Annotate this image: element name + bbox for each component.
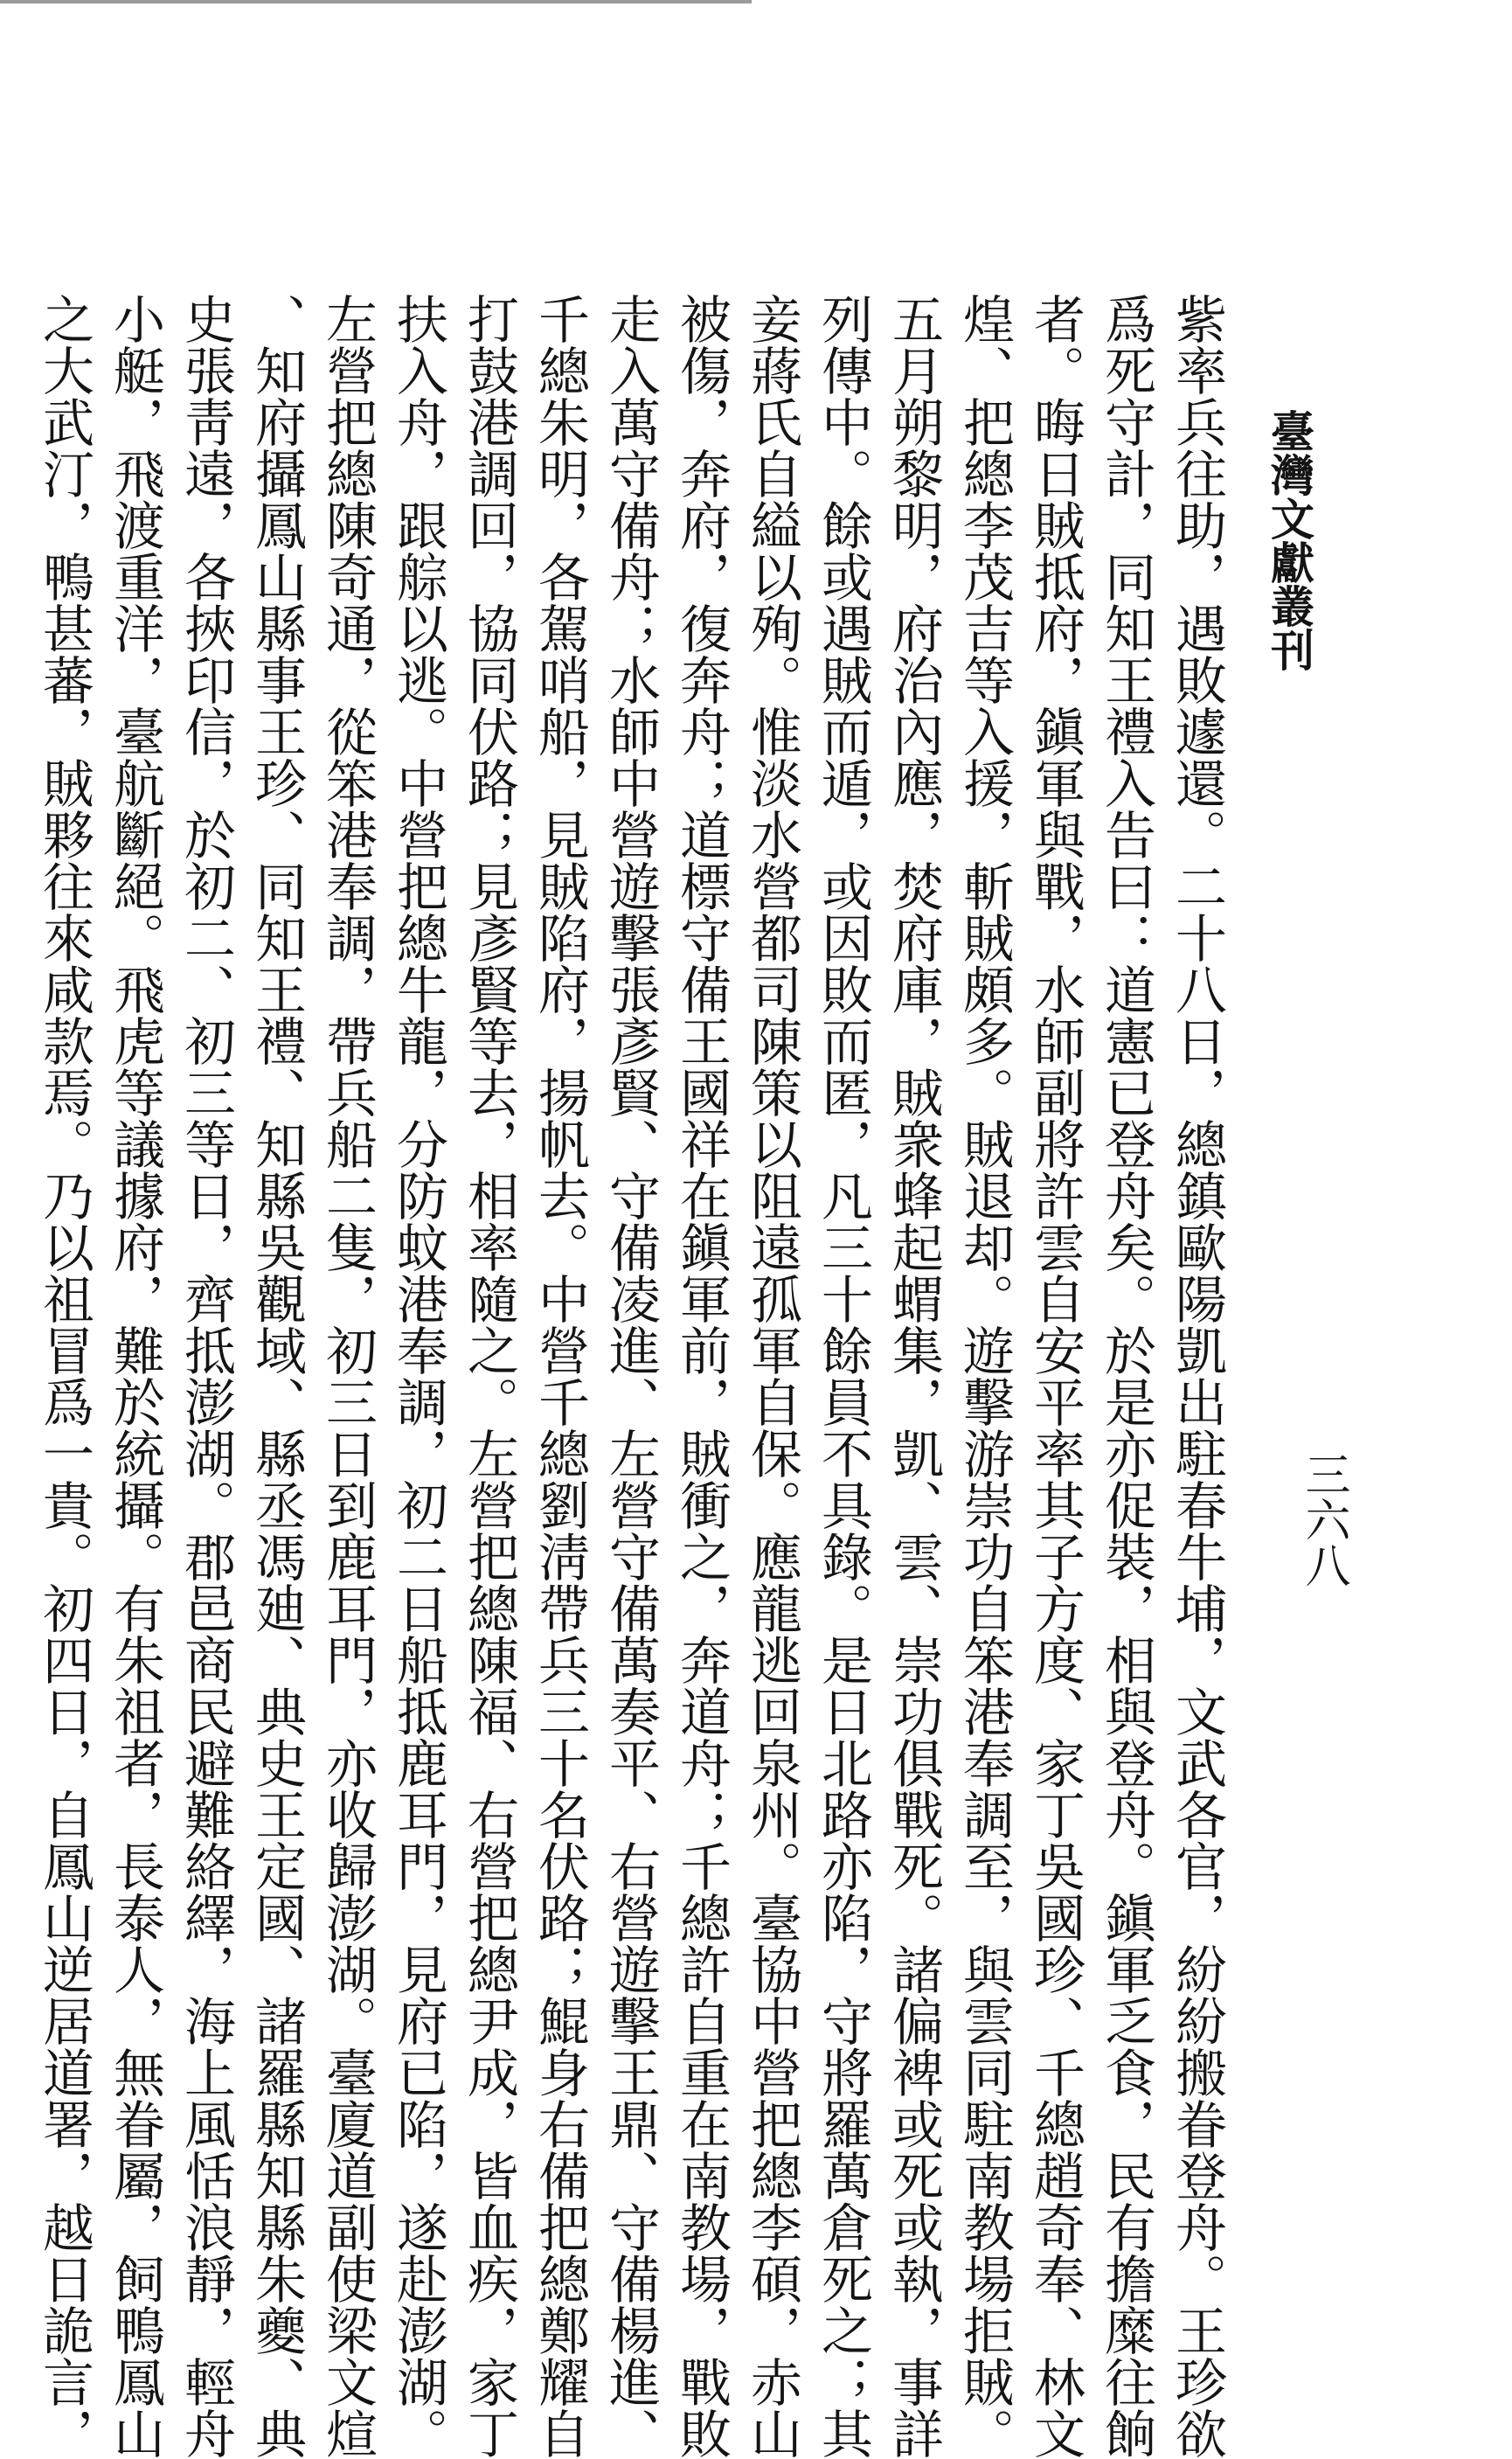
- text-column: 之大武汀，鴨甚蕃，賊夥往來咸款焉。乃以祖冒爲一貴。初四日，自鳳山逆居道署，越日詭言，: [34, 293, 94, 2459]
- text-column: 五月朔黎明，府治內應，焚府庫，賊衆蜂起蝟集，凱、雲、崇功俱戰死。諸偏裨或死或執，事詳: [884, 293, 944, 2459]
- scan-edge-line: [0, 0, 752, 3]
- text-column: 妾蔣氏自縊以殉。惟淡水營都司陳策以阻遠孤軍自保。應龍逃回泉州。臺協中營把總李碩，赤山: [742, 293, 802, 2459]
- page-number: 三六八: [1297, 1451, 1349, 1587]
- text-column: 扶入舟，跟䑸以逃。中營把總牛龍，分防蚊港奉調，初二日船抵鹿耳門，見府已陷，遂赴澎湖。: [388, 293, 448, 2459]
- running-title: 臺灣文獻叢刊: [1264, 409, 1315, 671]
- text-column: 小艇，飛渡重洋，臺航斷絕。飛虎等議據府，難於統攝。有朱祖者，長泰人，無眷屬，飼鴨鳳山: [105, 293, 165, 2459]
- text-column: 列傳中。餘或遇賊而遁，或因敗而匿，凡三十餘員不具錄。是日北路亦陷，守將羅萬倉死之；其: [813, 293, 873, 2459]
- text-column: 被傷，奔府，復奔舟；道標守備王國祥在鎭軍前，賊衝之，奔道舟；千總許自重在南教場，戰敗: [671, 293, 732, 2459]
- body-text: [34, 293, 1232, 2459]
- text-column: 史張靑遠，各挾印信，於初二、初三等日，齊抵澎湖。郡邑商民避難絡繹，海上風恬浪靜，輕舟: [176, 293, 236, 2459]
- text-column: 走入萬守備舟；水師中營遊擊張彥賢、守備凌進、左營守備萬奏平、右營遊擊王鼎、守備楊進、: [600, 293, 661, 2459]
- text-column: 、知府攝鳳山縣事王珍、同知王禮、知縣吳觀域、縣丞馮廸、典史王定國、諸羅縣知縣朱夔、典: [246, 293, 307, 2459]
- text-column: 爲死守計，同知王禮入告曰：道憲已登舟矣。於是亦促裝，相與登舟。鎭軍乏食，民有擔糜往餉: [1096, 293, 1156, 2459]
- text-column: 左營把總陳奇通，從笨港奉調，帶兵船二隻，初三日到鹿耳門，亦收歸澎湖。臺廈道副使梁文煊: [317, 293, 378, 2459]
- text-column: 紫率兵往助，遇敗遽還。二十八日，總鎮歐陽凱出駐春牛埔，文武各官，紛紛搬眷登舟。王珍欲: [1167, 293, 1227, 2459]
- text-column: 者。晦日賊抵府，鎭軍與戰，水師副將許雲自安平率其子方度、家丁吳國珍、千總趙奇奉、林文: [1025, 293, 1085, 2459]
- text-column: 打鼓港調回，協同伏路；見彥賢等去，相率隨之。左營把總陳福、右營把總尹成，皆血疾，家丁: [459, 293, 519, 2459]
- text-column: 千總朱明，各駕哨船，見賊陷府，揚帆去。中營千總劉淸帶兵三十名伏路；鯤身右備把總鄭耀自: [530, 293, 590, 2459]
- text-column: 煌、把總李茂吉等入援，斬賊頗多。賊退却。遊擊游崇功自笨港奉調至，與雲同駐南教場拒賊。: [954, 293, 1015, 2459]
